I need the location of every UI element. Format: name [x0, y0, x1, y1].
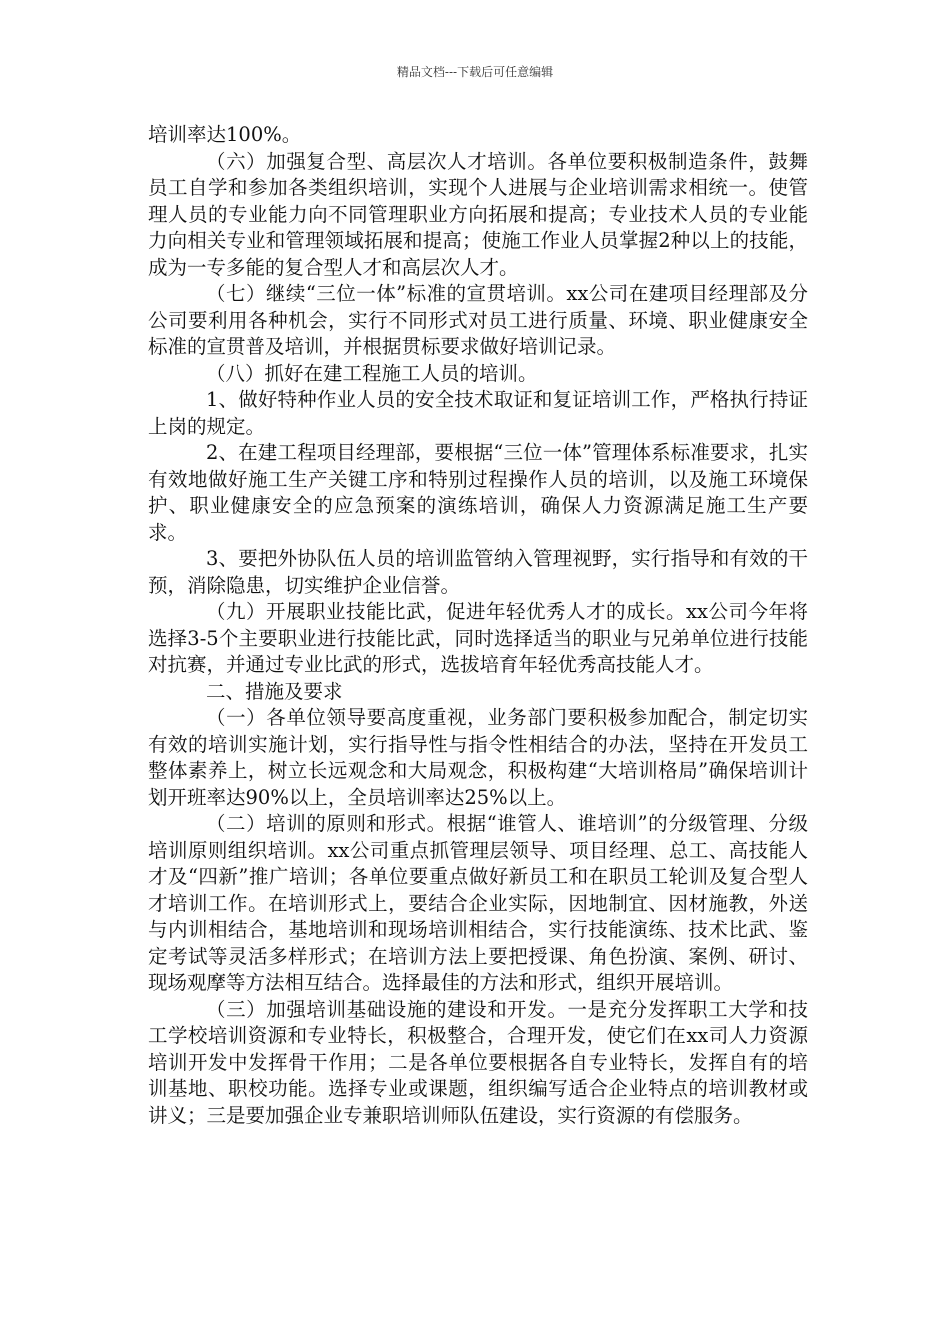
paragraph-2: （六）加强复合型、高层次人才培训。各单位要积极制造条件，鼓舞员工自学和参加各类组织培训，实现个人进展与企业培训需求相统一。使管理人员的专业能力向不同管理职业方向拓展和提高；专业技术人员的专业能力向相关专业和管理领域拓展和提高；使施工作业人员掌握2种以上的技能，成为一专多能的复合型人才和高层次人才。 — [148, 149, 808, 279]
paragraph-5: 1、做好特种作业人员的安全技术取证和复证培训工作，严格执行持证上岗的规定。 — [148, 388, 808, 438]
paragraph-8: （九）开展职业技能比武，促进年轻优秀人才的成长。xx公司今年将选择3-5个主要职业进行技能比武，同时选择适当的职业与兄弟单位进行技能对抗赛，并通过专业比武的形式，选拔培育年轻优秀高技能人才。 — [148, 600, 808, 676]
paragraph-1: 培训率达100%。 — [148, 123, 302, 146]
paragraph-3: （七）继续“三位一体”标准的宣贯培训。xx公司在建项目经理部及分公司要利用各种机会，实行不同形式对员工进行质量、环境、职业健康安全标准的宣贯普及培训，并根据贯标要求做好培训记录。 — [148, 282, 808, 358]
paragraph-6: 2、在建工程项目经理部，要根据“三位一体”管理体系标准要求，扎实有效地做好施工生产关键工序和特别过程操作人员的培训，以及施工环境保护、职业健康安全的应急预案的演练培训，确保人力资源满足施工生产要求。 — [148, 441, 808, 544]
page-header: 精品文档---下载后可任意编辑 — [396, 65, 554, 79]
paragraph-4: （八）抓好在建工程施工人员的培训。 — [206, 361, 538, 385]
document-body — [148, 122, 808, 1129]
paragraph-9: （一）各单位领导要高度重视，业务部门要积极参加配合，制定切实有效的培训实施计划，实行指导性与指令性相结合的办法，坚持在开发员工整体素养上，树立长远观念和大局观念，积极构建“大培训格局”确保培训计划开班率达90%以上，全员培训率达25%以上。 — [148, 706, 808, 809]
section-heading: 二、措施及要求 — [206, 679, 343, 703]
paragraph-7: 3、要把外协队伍人员的培训监管纳入管理视野，实行指导和有效的干预，消除隐患，切实维护企业信誉。 — [148, 547, 808, 597]
paragraph-10: （二）培训的原则和形式。根据“谁管人、谁培训”的分级管理、分级培训原则组织培训。xx公司重点抓管理层领导、项目经理、总工、高技能人才及“四新”推广培训；各单位要重点做好新员工和在职员工轮训及复合型人才培训工作。在培训形式上，要结合企业实际，因地制宜、因材施教，外送与内训相结合，基地培训和现场培训相结合，实行技能演练、技术比武、鉴定考试等灵活多样形式；在培训方法上要把授课、角色扮演、案例、研讨、现场观摩等方法相互结合。选择最佳的方法和形式，组织开展培训。 — [148, 812, 808, 994]
paragraph-11: （三）加强培训基础设施的建设和开发。一是充分发挥职工大学和技工学校培训资源和专业特长，积极整合，合理开发，使它们在xx司人力资源培训开发中发挥骨干作用；二是各单位要根据各自专业特长，发挥自有的培训基地、职校功能。选择专业或课题，组织编写适合企业特点的培训教材或讲义；三是要加强企业专兼职培训师队伍建设，实行资源的有偿服务。 — [148, 997, 808, 1127]
